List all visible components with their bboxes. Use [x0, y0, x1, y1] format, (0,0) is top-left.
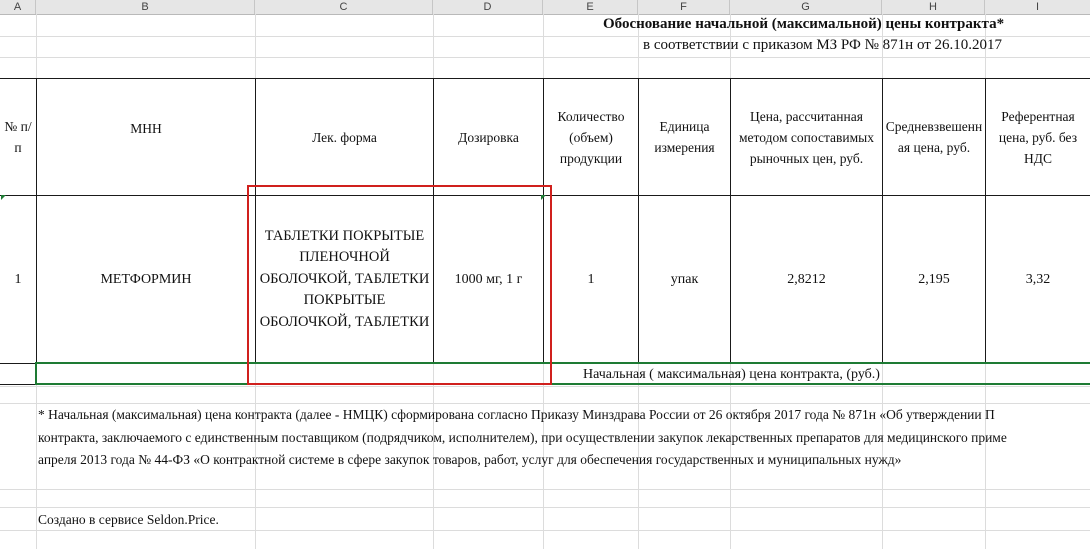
- column-header-i[interactable]: I: [1035, 1, 1040, 13]
- comment-marker: [1, 195, 6, 200]
- column-header-e[interactable]: E: [543, 0, 638, 14]
- row-form[interactable]: ТАБЛЕТКИ ПОКРЫТЫЕ ПЛЕНОЧНОЙ ОБОЛОЧКОЙ, ТАБЛЕТКИ ПОКРЫТЫЕ ОБОЛОЧКОЙ, ТАБЛЕТКИ: [259, 227, 430, 330]
- gridline: [0, 489, 1090, 490]
- row-dose[interactable]: 1000 мг, 1 г: [454, 271, 523, 287]
- header-mnn[interactable]: МНН: [130, 120, 162, 136]
- selection-border: [36, 362, 1090, 364]
- header-num[interactable]: № п/п: [4, 119, 32, 155]
- column-header-b[interactable]: B: [36, 0, 255, 14]
- gridline: [0, 386, 1090, 387]
- header-qty[interactable]: Количество (объем) продукции: [557, 108, 625, 166]
- row-price-calc[interactable]: 2,8212: [787, 271, 826, 287]
- column-header-h[interactable]: H: [882, 0, 985, 14]
- header-unit[interactable]: Единица измерения: [654, 119, 715, 155]
- row-mnn[interactable]: МЕТФОРМИН: [100, 271, 192, 287]
- footnote-line-3: апреля 2013 года № 44-ФЗ «О контрактной системе в сфере закупок товаров, работ, услуг для обеспечения государственных и муниципальных нужд»: [38, 452, 902, 467]
- footnote-line-1: * Начальная (максимальная) цена контракта (далее - НМЦК) сформирована согласно Приказу Минздрава России от 26 октября 2017 года № 871н «Об утверждении П: [38, 407, 995, 422]
- selection-border: [35, 362, 37, 385]
- selection-border: [36, 383, 1090, 385]
- header-dose[interactable]: Дозировка: [458, 129, 519, 145]
- row-qty[interactable]: 1: [587, 271, 595, 287]
- row-ref-price[interactable]: 3,32: [1025, 271, 1051, 287]
- header-ref-price[interactable]: Референтная цена, руб. без НДС: [998, 108, 1078, 166]
- column-header-g[interactable]: G: [730, 0, 882, 14]
- footnote-line-2: контракта, заключаемого с единственным поставщиком (подрядчиком, исполнителем), при осуществлении закупок лекарственных препаратов для медицинского приме: [38, 430, 1007, 445]
- header-avg-price[interactable]: Средневзвешенная цена, руб.: [885, 119, 983, 155]
- column-header-c[interactable]: C: [255, 0, 433, 14]
- row-unit[interactable]: упак: [670, 271, 699, 287]
- total-label[interactable]: Начальная ( максимальная) цена контракта, (руб.): [583, 366, 880, 382]
- column-header-a[interactable]: A: [0, 0, 36, 14]
- column-header-f[interactable]: F: [638, 0, 730, 14]
- header-price-calc[interactable]: Цена, рассчитанная методом сопоставимых рыночных цен, руб.: [739, 108, 874, 166]
- gridline: [0, 57, 1090, 58]
- created-by: Создано в сервисе Seldon.Price.: [38, 512, 219, 527]
- page-title: Обоснование начальной (максимальной) цены контракта*: [603, 16, 1005, 32]
- highlight-box: [247, 185, 552, 385]
- row-num[interactable]: 1: [14, 271, 22, 287]
- row-avg-price[interactable]: 2,195: [918, 271, 950, 287]
- header-form[interactable]: Лек. форма: [312, 129, 377, 145]
- page-subtitle: в соответствии с приказом МЗ РФ № 871н от 26.10.2017: [643, 37, 1003, 53]
- column-header-d[interactable]: D: [433, 0, 543, 14]
